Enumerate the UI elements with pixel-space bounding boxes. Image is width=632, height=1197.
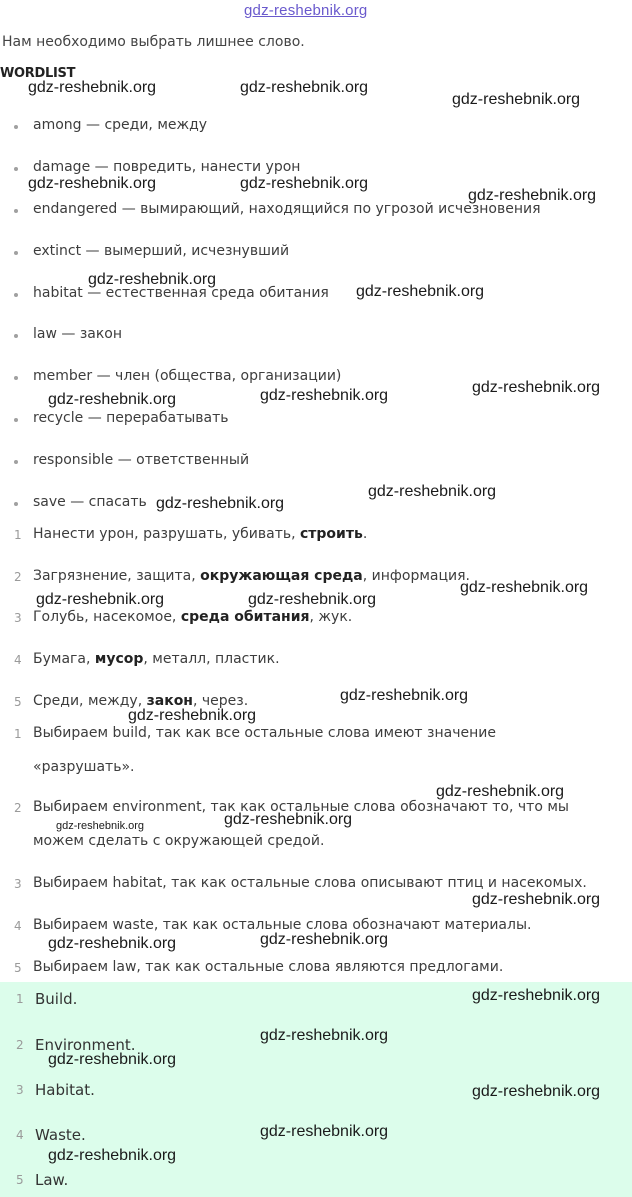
- bullet-icon: [14, 334, 18, 338]
- bullet-icon: [14, 460, 18, 464]
- watermark: gdz-reshebnik.org: [472, 379, 601, 396]
- watermark: gdz-reshebnik.org: [240, 175, 369, 192]
- watermark: gdz-reshebnik.org: [468, 187, 597, 204]
- watermark: gdz-reshebnik.org: [260, 931, 389, 948]
- bullet-icon: [14, 418, 18, 422]
- watermark: gdz-reshebnik.org: [28, 175, 157, 192]
- watermark: gdz-reshebnik.org: [240, 79, 369, 96]
- watermark: gdz-reshebnik.org: [248, 591, 377, 608]
- watermark: gdz-reshebnik.org: [48, 1051, 177, 1068]
- watermark: gdz-reshebnik.org: [472, 987, 601, 1004]
- watermark: gdz-reshebnik.org: [28, 79, 157, 96]
- watermark: gdz-reshebnik.org: [460, 579, 589, 596]
- answers-panel: 1 Build. 2 Environment. 3 Habitat. 4 Waste. 5 Law.: [0, 982, 632, 1197]
- watermark: gdz-reshebnik.org: [356, 283, 485, 300]
- watermark: gdz-reshebnik.org: [260, 1027, 389, 1044]
- bullet-icon: [14, 167, 18, 171]
- watermark: gdz-reshebnik.org: [224, 811, 353, 828]
- watermark: gdz-reshebnik.org: [128, 707, 257, 724]
- wordlist-heading: WORDLIST: [0, 66, 76, 81]
- watermark: gdz-reshebnik.org: [260, 387, 389, 404]
- top-watermark-link[interactable]: gdz-reshebnik.org: [244, 2, 368, 19]
- bullet-icon: [14, 502, 18, 506]
- watermark: gdz-reshebnik.org: [48, 935, 177, 952]
- watermark: gdz-reshebnik.org: [472, 891, 601, 908]
- watermark: gdz-reshebnik.org: [340, 687, 469, 704]
- watermark: gdz-reshebnik.org: [260, 1123, 389, 1140]
- watermark: gdz-reshebnik.org: [472, 1083, 601, 1100]
- intro-text: Нам необходимо выбрать лишнее слово.: [2, 34, 305, 50]
- watermark: gdz-reshebnik.org: [48, 1147, 177, 1164]
- watermark: gdz-reshebnik.org: [56, 820, 145, 832]
- bullet-icon: [14, 209, 18, 213]
- watermark: gdz-reshebnik.org: [452, 91, 581, 108]
- watermark: gdz-reshebnik.org: [48, 391, 177, 408]
- bullet-icon: [14, 293, 18, 297]
- watermark: gdz-reshebnik.org: [156, 495, 285, 512]
- watermark: gdz-reshebnik.org: [436, 783, 565, 800]
- watermark: gdz-reshebnik.org: [36, 591, 165, 608]
- bullet-icon: [14, 376, 18, 380]
- watermark: gdz-reshebnik.org: [88, 271, 217, 288]
- bullet-icon: [14, 251, 18, 255]
- watermark: gdz-reshebnik.org: [368, 483, 497, 500]
- bullet-icon: [14, 125, 18, 129]
